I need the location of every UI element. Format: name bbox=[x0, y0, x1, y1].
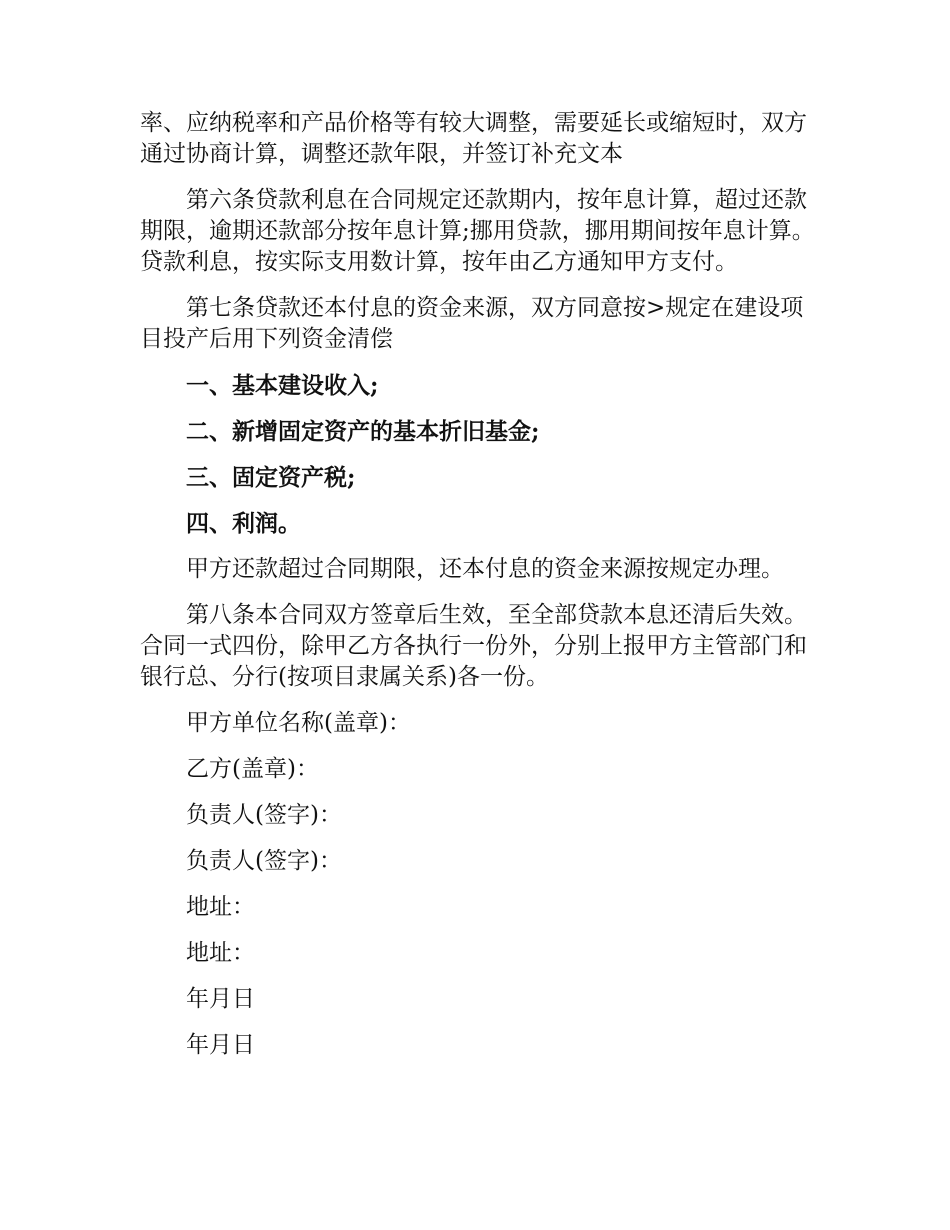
address-b: 地址： bbox=[186, 940, 255, 966]
signature-party-b: 乙方(盖章)： bbox=[186, 756, 319, 782]
signature-responsible-a: 负责人(签字)： bbox=[186, 802, 342, 828]
paragraph-overdue-funding: 甲方还款超过合同期限，还本付息的资金来源按规定办理。 bbox=[186, 556, 784, 582]
date-b: 年月日 bbox=[186, 1032, 255, 1058]
document-body bbox=[140, 108, 815, 1076]
signature-party-a-name: 甲方单位名称(盖章)： bbox=[186, 710, 411, 736]
paragraph-article-7: 第七条贷款还本付息的资金来源，双方同意按>规定在建设项目投产后用下列资金清偿 bbox=[140, 295, 804, 352]
list-item-1: 一、基本建设收入; bbox=[186, 372, 379, 399]
signature-responsible-b: 负责人(签字)： bbox=[186, 848, 342, 874]
list-item-3: 三、固定资产税; bbox=[186, 464, 356, 491]
paragraph-article-6: 第六条贷款利息在合同规定还款期内，按年息计算，超过还款期限，逾期还款部分按年息计算;挪用贷款，挪用期间按年息计算。贷款利息，按实际支用数计算，按年由乙方通知甲方支付。 bbox=[140, 187, 815, 275]
paragraph-continuation: 率、应纳税率和产品价格等有较大调整，需要延长或缩短时，双方通过协商计算，调整还款年限，并签订补充文本 bbox=[140, 110, 807, 167]
list-item-4: 四、利润。 bbox=[186, 510, 301, 537]
date-a: 年月日 bbox=[186, 986, 255, 1012]
list-item-2: 二、新增固定资产的基本折旧基金; bbox=[186, 418, 540, 445]
paragraph-article-8: 第八条本合同双方签章后生效，至全部贷款本息还清后失效。合同一式四份，除甲乙方各执行一份外，分别上报甲方主管部门和银行总、分行(按项目隶属关系)各一份。 bbox=[140, 602, 807, 690]
address-a: 地址： bbox=[186, 894, 255, 920]
